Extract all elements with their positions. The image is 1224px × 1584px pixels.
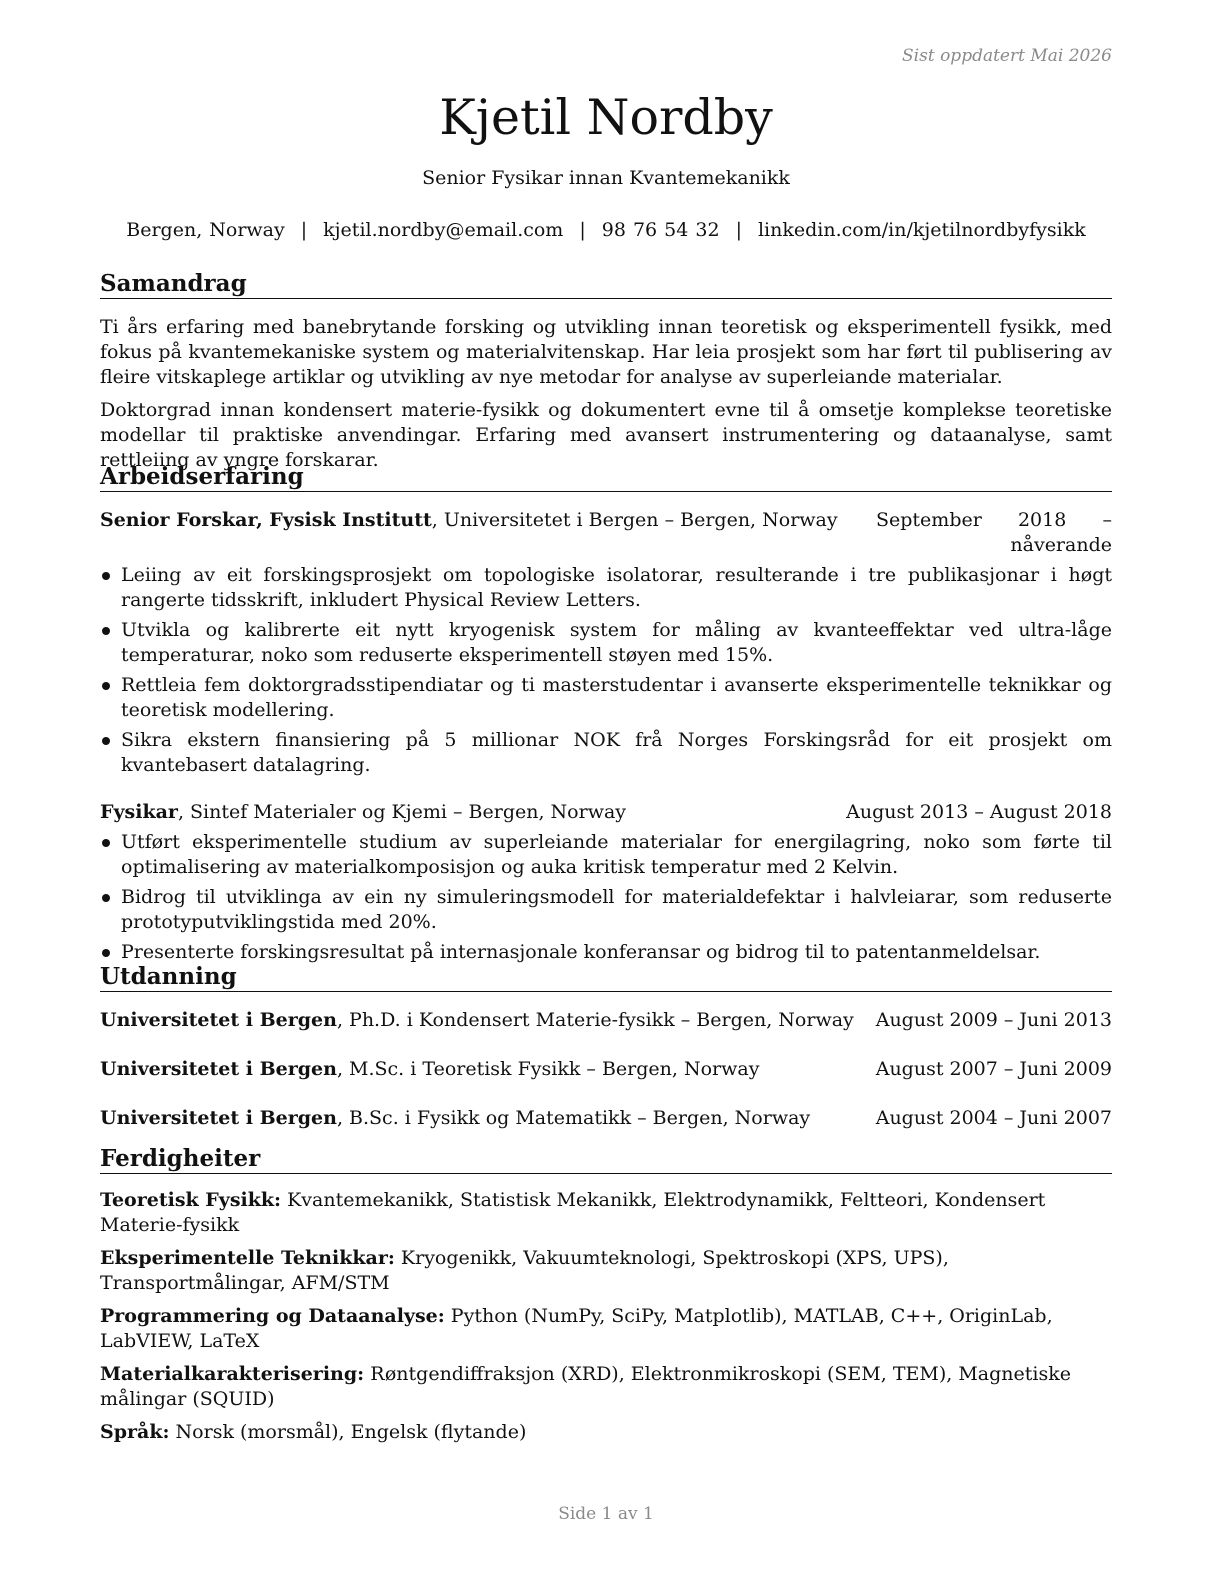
skill-label: Teoretisk Fysikk:: [100, 1189, 282, 1211]
education-school: Universitetet i Bergen: [100, 1058, 337, 1080]
job-header: [100, 508, 1112, 558]
skill-label: Materialkarakterisering:: [100, 1363, 365, 1385]
summary-paragraph: Ti års erfaring med banebrytande forsking og utvikling innan teoretisk og eksperimentell fysikk, med fokus på kvantemekaniske system og materialvitenskap. Har leia prosjekt som har ført til publisering av fleire vitskaplege artiklar og utvikling av nye metodar for analyse av superleiande materialar.: [100, 316, 1112, 388]
education-dates: August 2009 – Juni 2013: [875, 1009, 1112, 1031]
experience-heading: Arbeidserfaring: [100, 463, 1112, 492]
list-item: Sikra ekstern finansiering på 5 millionar NOK frå Norges Forskingsråd for eit prosjekt om kvantebasert datalagring.: [100, 728, 1112, 778]
job-bullets: [100, 563, 1112, 778]
contact-phone: 98 76 54 32: [601, 219, 720, 241]
contact-location: Bergen, Norway: [126, 219, 285, 241]
contact-line: [100, 218, 1112, 243]
summary-heading: Samandrag: [100, 270, 1112, 299]
skill-label: Eksperimentelle Teknikkar:: [100, 1247, 395, 1269]
skill-row: [100, 1304, 1112, 1354]
candidate-name: Kjetil Nordby: [439, 89, 773, 146]
contact-separator: |: [579, 219, 586, 241]
job-organization: , Sintef Materialer og Kjemi – Bergen, Norway: [177, 801, 627, 823]
education-school: Universitetet i Bergen: [100, 1009, 337, 1031]
skill-value: Kryogenikk, Vakuumteknologi, Spektroskopi (XPS, UPS), Transportmålingar, AFM/STM: [100, 1247, 949, 1294]
job-organization: , Universitetet i Bergen – Bergen, Norway: [431, 509, 838, 531]
skill-value: Kvantemekanikk, Statistisk Mekanikk, Elektrodynamikk, Feltteori, Kondensert Materie-fysikk: [100, 1189, 1046, 1236]
job-entry: [100, 800, 1112, 965]
skill-value: Røntgendiffraksjon (XRD), Elektronmikroskopi (SEM, TEM), Magnetiske målingar (SQUID): [100, 1363, 1071, 1410]
contact-separator: |: [300, 219, 308, 241]
skills-list: [100, 1188, 1112, 1445]
education-heading: Utdanning: [100, 963, 1112, 992]
skill-row: [100, 1420, 1112, 1445]
list-item: Bidrog til utviklinga av ein ny simuleringsmodell for materialdefektar i halvleiarar, som reduserte prototyputviklingstida med 20%.: [100, 885, 1112, 935]
skill-value: Norsk (morsmål), Engelsk (flytande): [169, 1421, 527, 1443]
education-entry: [100, 1106, 1112, 1131]
job-role: Senior Forskar, Fysisk Institutt: [100, 509, 432, 531]
contact-separator: |: [735, 219, 742, 241]
list-item: Utført eksperimentelle studium av superleiande materialar for energilagring, noko som førte til optimalisering av materialkomposisjon og auka kritisk temperatur med 2 Kelvin.: [100, 830, 1112, 880]
skill-row: [100, 1246, 1112, 1296]
education-section: [100, 963, 1112, 1131]
experience-section: [100, 463, 1112, 970]
skill-label: Programmering og Dataanalyse:: [100, 1305, 445, 1327]
education-entry: [100, 1057, 1112, 1082]
skills-section: [100, 1145, 1112, 1453]
summary-section: [100, 270, 1112, 473]
education-dates: August 2007 – Juni 2009: [875, 1058, 1112, 1080]
job-header: [100, 800, 1112, 825]
list-item: Utvikla og kalibrerte eit nytt kryogenisk system for måling av kvanteeffektar ved ultra-låge temperaturar, noko som reduserte eksperimentell støyen med 15%.: [100, 618, 1112, 668]
last-updated: Sist oppdatert Mai 2026: [902, 46, 1112, 66]
summary-paragraph: Doktorgrad innan kondensert materie-fysikk og dokumentert evne til å omsetje komplekse teoretiske modellar til praktiske anvendingar. Erfaring med avansert instrumentering og dataanalyse, samt rettleiing av yngre forskarar.: [100, 399, 1112, 471]
list-item: Leiing av eit forskingsprosjekt om topologiske isolatorar, resulterande i tre publikasjonar i høgt rangerte tidsskrift, inkludert Physical Review Letters.: [100, 563, 1112, 613]
education-degree: , Ph.D. i Kondensert Materie-fysikk – Bergen, Norway: [336, 1009, 854, 1031]
page-number: Side 1 av 1: [558, 1504, 654, 1524]
education-dates: August 2004 – Juni 2007: [875, 1107, 1112, 1129]
contact-linkedin[interactable]: linkedin.com/in/kjetilnordbyfysikk: [757, 219, 1086, 241]
skill-label: Språk:: [100, 1421, 170, 1443]
list-item: Presenterte forskingsresultat på internasjonale konferansar og bidrog til to patentanmeldelsar.: [100, 940, 1112, 965]
skill-value: Python (NumPy, SciPy, Matplotlib), MATLAB, C++, OriginLab, LabVIEW, LaTeX: [100, 1305, 1053, 1352]
skill-row: [100, 1188, 1112, 1238]
job-dates: August 2013 – August 2018: [846, 801, 1112, 823]
education-degree: , B.Sc. i Fysikk og Matematikk – Bergen, Norway: [336, 1107, 811, 1129]
job-role: Fysikar: [100, 801, 178, 823]
education-entry: [100, 1008, 1112, 1033]
job-dates: September 2018 – nåverande: [876, 509, 1112, 556]
skill-row: [100, 1362, 1112, 1412]
job-title: Senior Fysikar innan Kvantemekanikk: [422, 167, 790, 189]
skills-heading: Ferdigheiter: [100, 1145, 1112, 1174]
job-bullets: [100, 830, 1112, 965]
education-degree: , M.Sc. i Teoretisk Fysikk – Bergen, Norway: [336, 1058, 760, 1080]
list-item: Rettleia fem doktorgradsstipendiatar og ti masterstudentar i avanserte eksperimentelle teknikkar og teoretisk modellering.: [100, 673, 1112, 723]
education-school: Universitetet i Bergen: [100, 1107, 337, 1129]
contact-email[interactable]: kjetil.nordby@email.com: [323, 219, 564, 241]
job-entry: [100, 508, 1112, 778]
